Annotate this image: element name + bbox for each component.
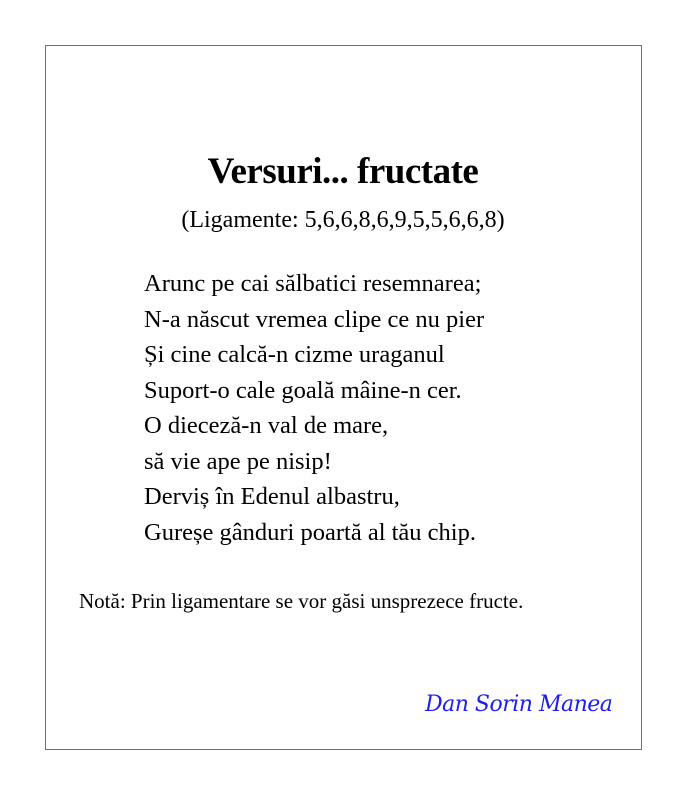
poem-note: Notă: Prin ligamentare se vor găsi unsprezece fructe. [79, 589, 524, 613]
poem-line: Arunc pe cai sălbatici resemnarea; [144, 270, 482, 297]
poem-body [144, 266, 484, 550]
poem-line: să vie ape pe nisip! [144, 447, 332, 475]
poem-line: O dieceză-n val de mare, [144, 412, 389, 439]
poem-line: Derviș în Edenul albastru, [144, 483, 400, 510]
poem-line: N-a născut vremea clipe ce nu pier [144, 305, 485, 333]
poem-title: Versuri... fructate [207, 151, 479, 192]
author-signature: Dan Sorin Manea [425, 692, 613, 717]
poem-line: Suport-o cale goală mâine-n cer. [144, 376, 462, 404]
poem-subtitle: (Ligamente: 5,6,6,8,6,9,5,5,6,6,8) [181, 207, 505, 233]
poem-line: Și cine calcă-n cizme uraganul [144, 341, 445, 368]
poem-line: Gureșe gânduri poartă al tău chip. [144, 518, 476, 546]
